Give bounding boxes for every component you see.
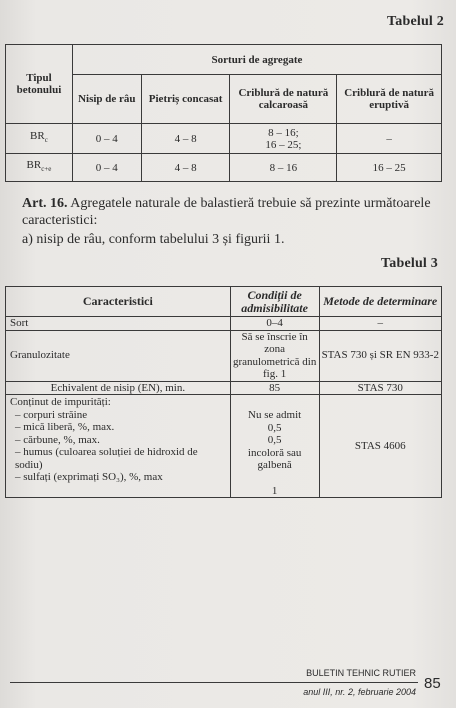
table3-header-methods: Metode de determinare <box>319 287 441 317</box>
table-row <box>6 395 442 498</box>
impurity-label: – sulfați (exprimați SO₃), %, max <box>15 471 163 483</box>
table-row <box>6 124 442 154</box>
table2 <box>5 44 442 182</box>
table-row <box>6 330 442 381</box>
footer-divider <box>10 682 418 683</box>
article-label: Art. 16. <box>22 196 68 211</box>
article-text: Agregatele naturale de balastieră trebuie să prezinte următoarele caracteristici: <box>22 196 431 228</box>
table2-cell: 8 – 16 <box>230 154 337 182</box>
table2-cell: 8 – 16; 16 – 25; <box>230 124 337 154</box>
table3-header-conditions: Condiții de admisibilitate <box>230 287 319 317</box>
table3-method-cell: STAS 730 și SR EN 933-2 <box>319 330 441 381</box>
impurity-cond: 1 <box>271 484 278 497</box>
table3-impurities-method-cell: STAS 4606 <box>319 395 441 498</box>
table3 <box>5 286 442 498</box>
table3-impurities-cond-cell <box>230 395 319 498</box>
table2-cell: 0 – 4 <box>72 154 141 182</box>
table2-col-header: Nisip de râu <box>72 75 141 124</box>
table3-title: Tabelul 3 <box>381 256 438 271</box>
impurity-cond: 0,5 <box>267 421 282 434</box>
impurity-cond: Nu se admit <box>248 409 302 421</box>
table-row <box>6 154 442 182</box>
impurity-label: – humus (culoarea soluției de hidroxid de sodiu) <box>15 446 198 471</box>
impurity-label: – corpuri străine <box>15 408 88 421</box>
table2-cell: 4 – 8 <box>141 124 230 154</box>
table3-char-cell: Sort <box>6 317 231 331</box>
table2-header-group: Sorturi de agregate <box>72 45 441 75</box>
table3-header-characteristics: Caracteristici <box>6 287 231 317</box>
impurity-cond: incoloră sau galbenă <box>247 446 302 471</box>
table3-method-cell: – <box>319 317 441 331</box>
footer-issue: anul III, nr. 2, februarie 2004 <box>303 687 416 697</box>
table3-char-cell: Granulozitate <box>6 330 231 381</box>
impurity-cond: 0,5 <box>267 434 282 446</box>
page-number: 85 <box>424 675 441 692</box>
table2-col-header: Pietriș concasat <box>141 75 230 124</box>
table2-type-cell: $BR_{c+e}$ <box>6 154 73 182</box>
table2-cell: – <box>337 124 442 154</box>
article-item-a: a) nisip de râu, conform tabelului 3 și figurii 1. <box>22 232 285 247</box>
table2-title: Tabelul 2 <box>387 14 444 29</box>
article-paragraph <box>22 195 446 229</box>
table2-cell: 16 – 25 <box>337 154 442 182</box>
table2-cell: 4 – 8 <box>141 154 230 182</box>
impurity-label: – cărbune, %, max. <box>15 433 100 446</box>
table2-col-header: Criblură de natură eruptivă <box>337 75 442 124</box>
table3-char-cell: Echivalent de nisip (EN), min. <box>6 381 231 395</box>
table3-cond-cell: 85 <box>230 381 319 395</box>
table3-cond-cell: 0–4 <box>230 317 319 331</box>
table3-cond-cell: Să se înscrie în zona granulometrică din fig. 1 <box>230 330 319 381</box>
table3-impurities-cell <box>6 395 231 498</box>
footer-publication: BULETIN TEHNIC RUTIER <box>306 668 416 678</box>
table-row <box>6 317 442 331</box>
table2-type-cell: $BR_c$ <box>6 124 73 154</box>
table2-cell: 0 – 4 <box>72 124 141 154</box>
impurities-title: Conținut de impurități: <box>10 396 111 408</box>
table-row <box>6 381 442 395</box>
table2-header-type: Tipul betonului <box>6 45 73 124</box>
impurity-label: – mică liberă, %, max. <box>15 421 115 433</box>
table2-col-header: Criblură de natură calcaroasă <box>230 75 337 124</box>
table3-method-cell: STAS 730 <box>319 381 441 395</box>
